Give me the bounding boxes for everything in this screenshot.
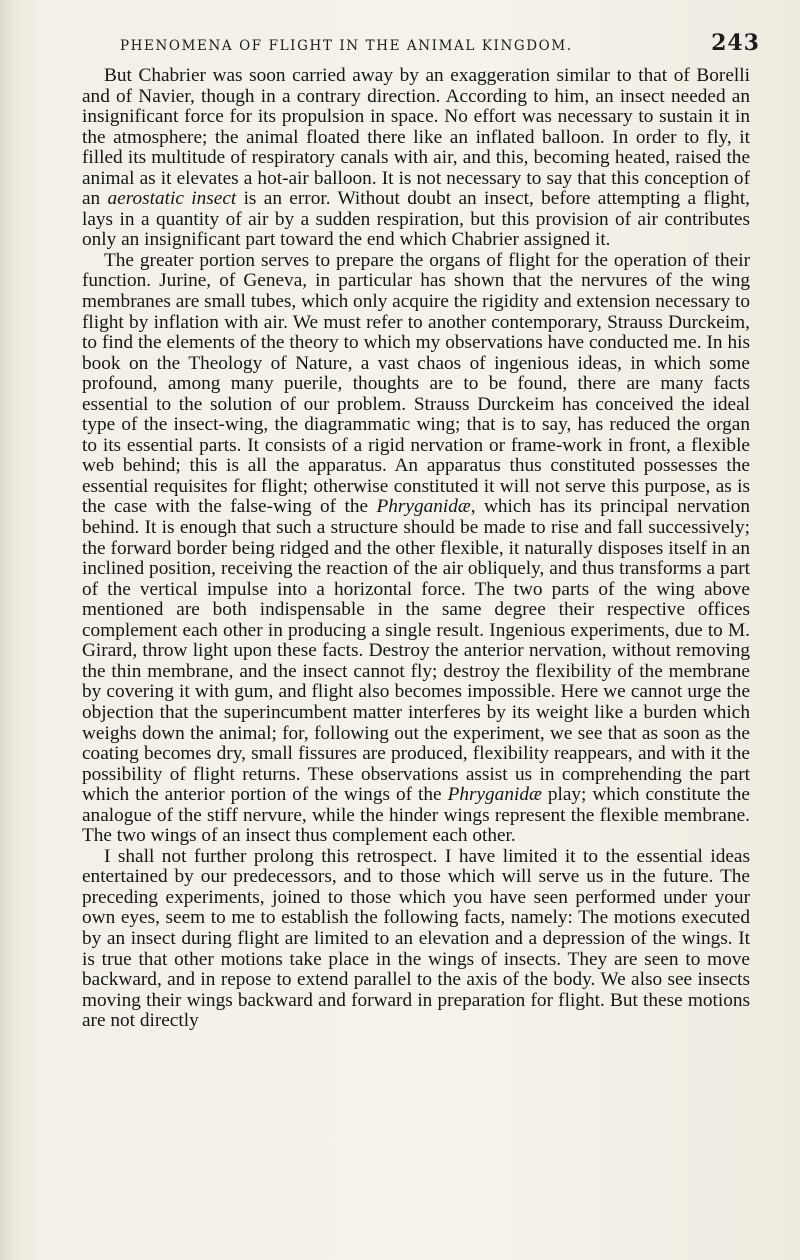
paragraph-2-italic-term-1: Phryganidæ: [376, 496, 471, 518]
paragraph-1-part-1: But Chabrier was soon carried away by an exaggeration similar to that of Borelli and of Navier, though in a contrary direction. According to him, an insect needed an insignificant force for its propulsion in space. No effort was necessary to sustain it in the atmosphere; the animal floated there like an inflated balloon. In order to fly, it filled its multitude of respiratory canals with air, and this, becoming heated, raised the animal as it elevates a hot-air balloon. It is not necessary to say that this conception of an: [82, 65, 750, 210]
running-title: PHENOMENA OF FLIGHT IN THE ANIMAL KINGDOM.: [120, 38, 573, 54]
paragraph-1-part-2: is an error. Without doubt an insect, before attempting a flight, lays in a quantity of air by a sudden respiration, but this provision of air contributes only an insignificant part toward the end which Chabrier assigned it.: [82, 188, 750, 251]
paragraph-2-part-3: play; which constitute the analogue of the stiff nervure, while the hinder wings represent the flexible membrane. The two wings of an insect thus complement each other.: [82, 784, 750, 847]
paragraph-2-italic-term-2: Phryganidæ: [447, 784, 542, 806]
running-head: [60, 30, 760, 60]
paragraph-2-part-2: , which has its principal nervation behind. It is enough that such a structure should be made to rise and fall successively; the forward border being ridged and the other flexible, it naturally disposes itself in an inclined position, receiving the reaction of the air obliquely, and thus transforms a part of the vertical impulse into a horizontal force. The two parts of the wing above mentioned are both indispensable in the same degree their respective offices complement each other in producing a single result. Ingenious experiments, due to M. Girard, throw light upon these facts. Destroy the anterior nervation, without removing the thin membrane, and the insect cannot fly; destroy the flexibility of the membrane by covering it with gum, and flight also becomes impossible. Here we cannot urge the objection that the superincumbent matter interferes by its weight like a burden which weighs down the animal; for, following out the experiment, we see that as soon as the coating becomes dry, small fissures are produced, flexibility reappears, and with it the possibility of flight returns. These observations assist us in comprehending the part which the anterior portion of the wings of the: [82, 496, 751, 806]
page-number: 243: [711, 30, 760, 56]
paragraph-1: [82, 66, 750, 251]
paragraph-3: [82, 847, 750, 1032]
body-text: [82, 66, 750, 1032]
paragraph-1-italic-term: aerostatic insect: [107, 188, 237, 210]
paragraph-2: [82, 251, 750, 847]
paragraph-2-part-1: The greater portion serves to prepare the organs of flight for the operation of their function. Jurine, of Geneva, in particular has shown that the nervures of the wing membranes are small tubes, which only acquire the rigidity and extension necessary to flight by inflation with air. We must refer to another contemporary, Strauss Durckeim, to find the elements of the theory to which my observations have conducted me. In his book on the Theology of Nature, a vast chaos of ingenious ideas, in which some profound, among many puerile, thoughts are to be found, there are many facts essential to the solution of our problem. Strauss Durckeim has conceived the ideal type of the insect-wing, the diagrammatic wing; that is to say, has reduced the organ to its essential parts. It consists of a rigid nervation or frame-work in front, a flexible web behind; this is all the apparatus. An apparatus thus constituted possesses the essential requisites for flight; otherwise constituted it will not serve this purpose, as is the case with the false-wing of the: [82, 249, 750, 518]
paragraph-3-part-1: I shall not further prolong this retrospect. I have limited it to the essential ideas entertained by our predecessors, and to those which will serve us in the future. The preceding experiments, joined to those which you have seen performed under your own eyes, seem to me to establish the following facts, namely: The motions executed by an insect during flight are limited to an elevation and a depression of the wings. It is true that other motions take place in the wings of insects. They are seen to move backward, and in repose to extend parallel to the axis of the body. We also see insects moving their wings backward and forward in preparation for flight. But these motions are not directly: [82, 845, 750, 1032]
